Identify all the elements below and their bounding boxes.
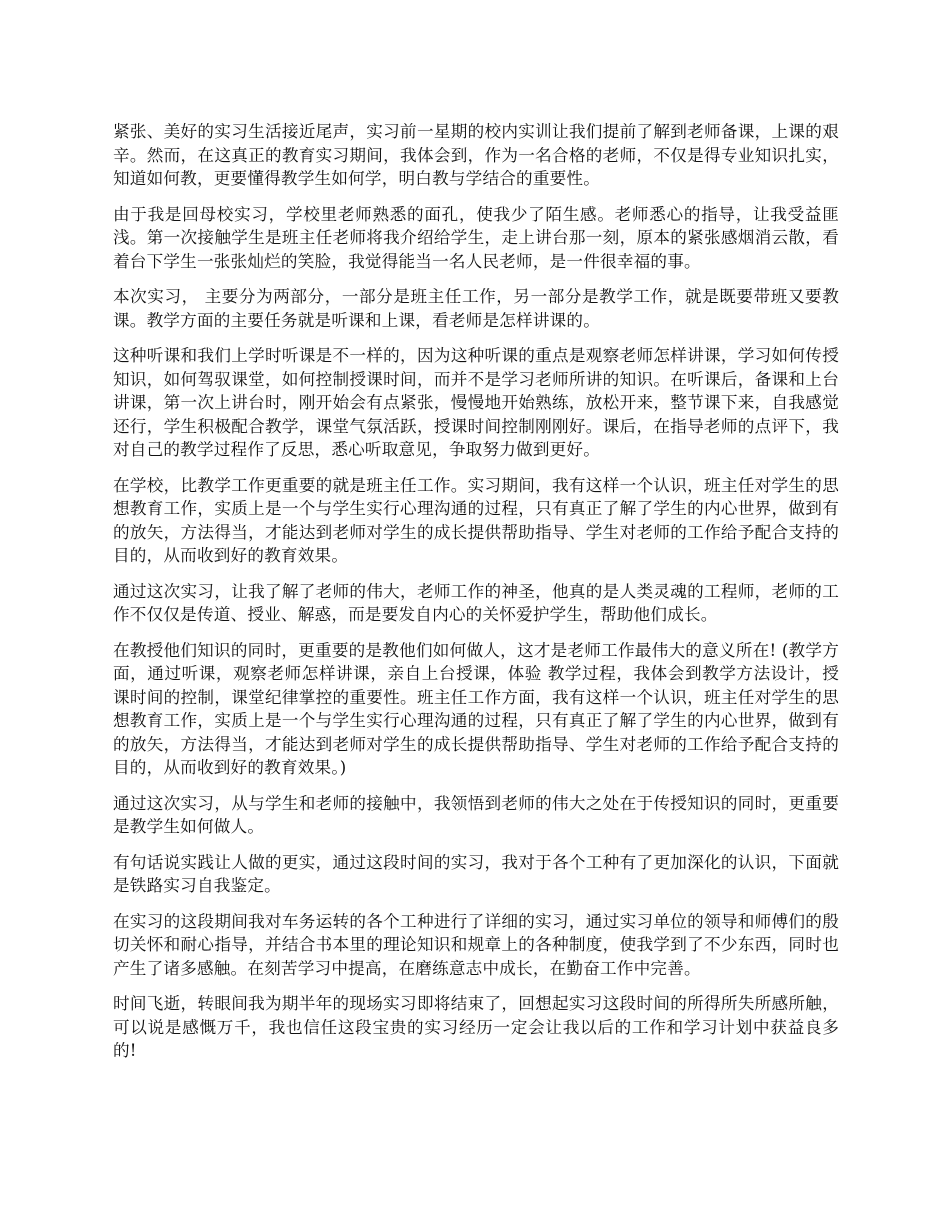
paragraph-7: 在教授他们知识的同时，更重要的是教他们如何做人，这才是老师工作最伟大的意义所在! (教学方面，通过听课，观察老师怎样讲课，亲自上台授课，体验 教学过程，我体会到教学方法设计，授课时间的控制，课堂纪律掌控的重要性。班主任工作方面，我有这样一个认识，班主任对学生的思想教育工作，实质上是一个与学生实行心理沟通的过程，只有真正了解了学生的内心世界，做到有的放矢，方法得当，才能达到老师对学生的成长提供帮助指导、学生对老师的工作给予配合支持的目的，从而收到好的教育效果。) [113,640,839,777]
paragraph-4: 这种听课和我们上学时听课是不一样的，因为这种听课的重点是观察老师怎样讲课，学习如何传授知识，如何驾驭课堂，如何控制授课时间，而并不是学习老师所讲的知识。在听课后，备课和上台讲课，第一次上讲台时，刚开始会有点紧张，慢慢地开始熟练，放松开来，整节课下来，自我感觉还行，学生积极配合教学，课堂气氛活跃，授课时间控制刚刚好。课后，在指导老师的点评下，我对自己的教学过程作了反思，悉心听取意见，争取努力做到更好。 [113,346,839,459]
paragraph-3: 本次实习， 主要分为两部分，一部分是班主任工作，另一部分是教学工作，就是既要带班又要教课。教学方面的主要任务就是听课和上课，看老师是怎样讲课的。 [113,287,839,330]
paragraph-5: 在学校，比教学工作更重要的就是班主任工作。实习期间，我有这样一个认识，班主任对学生的思想教育工作，实质上是一个与学生实行心理沟通的过程，只有真正了解了学生的内心世界，做到有的放矢，方法得当，才能达到老师对学生的成长提供帮助指导、学生对老师的工作给予配合支持的目的，从而收到好的教育效果。 [113,475,839,565]
paragraph-1: 紧张、美好的实习生活接近尾声，实习前一星期的校内实训让我们提前了解到老师备课，上课的艰辛。然而，在这真正的教育实习期间，我体会到，作为一名合格的老师，不仅是得专业知识扎实，知道如何教，更要懂得教学生如何学，明白教与学结合的重要性。 [113,122,839,188]
paragraph-2: 由于我是回母校实习，学校里老师熟悉的面孔，使我少了陌生感。老师悉心的指导，让我受益匪浅。第一次接触学生是班主任老师将我介绍给学生，走上讲台那一刻，原本的紧张感烟消云散，看着台下学生一张张灿烂的笑脸，我觉得能当一名人民老师，是一件很幸福的事。 [113,204,839,271]
paragraph-6: 通过这次实习，让我了解了老师的伟大，老师工作的神圣，他真的是人类灵魂的工程师，老师的工作不仅仅是传道、授业、解惑，而是要发自内心的关怀爱护学生，帮助他们成长。 [113,581,839,624]
document-body [113,120,839,1075]
paragraph-10: 在实习的这段期间我对车务运转的各个工种进行了详细的实习，通过实习单位的领导和师傅们的殷切关怀和耐心指导，并结合书本里的理论知识和规章上的各种制度，使我学到了不少东西，同时也产生了诸多感触。在刻苦学习中提高，在磨练意志中成长，在勤奋工作中完善。 [113,911,839,978]
paragraph-9: 有句话说实践让人做的更实，通过这段时间的实习，我对于各个工种有了更加深化的认识，下面就是铁路实习自我鉴定。 [113,852,839,895]
paragraph-8: 通过这次实习，从与学生和老师的接触中，我领悟到老师的伟大之处在于传授知识的同时，更重要是教学生如何做人。 [113,793,839,836]
paragraph-11: 时间飞逝，转眼间我为期半年的现场实习即将结束了，回想起实习这段时间的所得所失所感所触，可以说是感慨万千，我也信任这段宝贵的实习经历一定会让我以后的工作和学习计划中获益良多的! [113,994,839,1060]
